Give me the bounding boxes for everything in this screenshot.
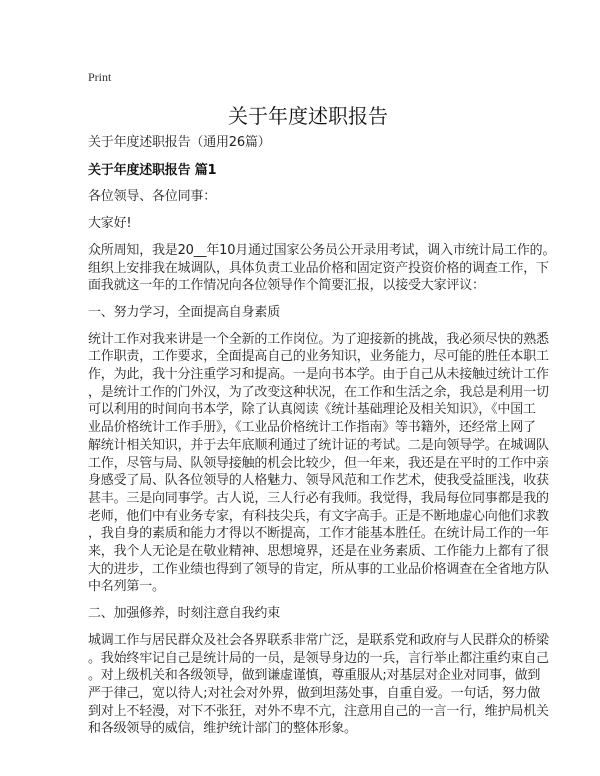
text-line: ，是统计工作的门外汉，为了改变这种状况，在工作和生活之余，我总是利用一切: [88, 384, 549, 400]
text-line: 到对上不轻漫，对下不张狂，对外不卑不亢，注意用自己的一言一行，维护局机关: [88, 703, 549, 719]
text-line: 业品价格统计工作手册》，《工业品价格统计工作指南》等书籍外，还经常上网了: [88, 420, 536, 436]
section-2-title: 二、加强修养，时刻注意自我约束: [88, 606, 281, 622]
text-line: 。我始终牢记自己是统计局的一员，是领导身边的一兵，言行举止都注重约束自己: [88, 650, 549, 666]
text-line: 和各级领导的威信，维护统计部门的整体形象。: [88, 721, 357, 737]
text-line: 统计工作对我来讲是一个全新的工作岗位。为了迎接新的挑战，我必须尽快的熟悉: [88, 331, 549, 347]
print-link[interactable]: Print: [88, 70, 112, 84]
text-line: 作，为此，我十分注重学习和提高。一是向书本学。由于自己从未接触过统计工作: [88, 367, 549, 383]
text-line: 可以利用的时间向书本学，除了认真阅读《统计基础理论及相关知识》，《中国工: [88, 402, 536, 418]
section-heading: 关于年度述职报告 篇1: [88, 162, 217, 178]
text-line: 组织上安排我在城调队，具体负责工业品价格和固定资产投资价格的调查工作，下: [88, 260, 549, 276]
paragraph-3: [88, 632, 549, 738]
text-line: 面我就这一年的工作情况向各位领导作个简要汇报，以接受大家评议：: [88, 278, 485, 294]
document-title: 关于年度述职报告: [228, 104, 388, 128]
text-line: 中名列第一。: [88, 579, 165, 595]
text-line: 城调工作与居民群众及社会各界联系非常广泛，是联系党和政府与人民群众的桥梁: [88, 632, 549, 648]
text-line: 众所周知，我是20__年10月通过国家公务员公开录用考试，调入市统计局工作的。: [88, 242, 556, 258]
text-line: 。对上级机关和各级领导，做到谦虚谨慎，尊重服从;对基层对企业对同事，做到: [88, 668, 541, 684]
document-subtitle: 关于年度述职报告（通用26篇）: [88, 135, 271, 150]
paragraph-2: [88, 331, 549, 597]
text-line: 身感受了局、队各位领导的人格魅力、领导风范和工作艺术，使我受益匪浅，收获: [88, 473, 549, 489]
section-1-title: 一、努力学习，全面提高自身素质: [88, 304, 281, 320]
text-line: 工作职责，工作要求，全面提高自己的业务知识，业务能力，尽可能的胜任本职工: [88, 349, 549, 365]
text-line: 老师，他们中有业务专家，有科技尖兵，有文字高手。正是不断地虚心向他们求教: [88, 508, 549, 524]
text-line: 工作，尽管与局、队领导接触的机会比较少，但一年来，我还是在平时的工作中亲: [88, 455, 549, 471]
paragraph-1: [88, 242, 556, 295]
text-line: 解统计相关知识，并于去年底顺利通过了统计证的考试。二是向领导学。在城调队: [88, 437, 549, 453]
text-line: 来，我个人无论是在敬业精神、思想境界，还是在业务素质、工作能力上都有了很: [88, 544, 549, 560]
text-line: ，我自身的素质和能力才得以不断提高，工作才能基本胜任。在统计局工作的一年: [88, 526, 549, 542]
hello: 大家好!: [88, 216, 132, 232]
text-line: 严于律己，宽以待人;对社会对外界，做到坦荡处事，自重自爱。一句话，努力做: [88, 685, 541, 701]
document: [88, 70, 556, 738]
text-line: 大的进步，工作业绩也得到了领导的肯定，所从事的工业品价格调查在全省地方队: [88, 561, 549, 577]
text-line: 甚丰。三是向同事学。古人说，三人行必有我师。我觉得，我局每位同事都是我的: [88, 490, 549, 506]
greeting: 各位领导、各位同事：: [88, 189, 217, 205]
